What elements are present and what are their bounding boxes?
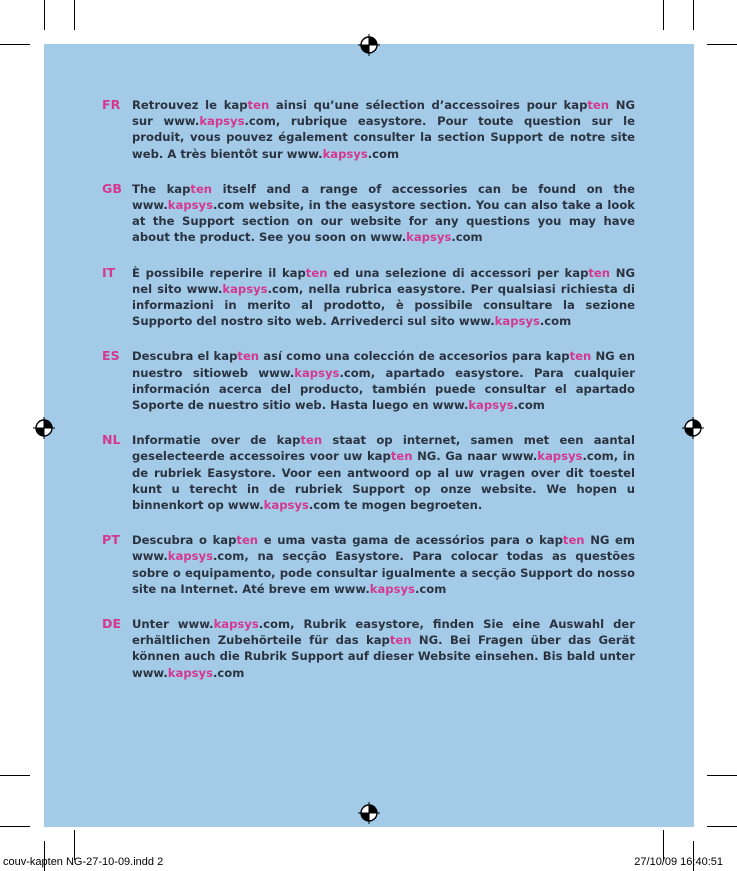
brand-highlight: kapsys [322,146,368,161]
text-segment: staat op internet, samen met een aantal geselecteerde accessoires voor uw kap [132,433,635,464]
section-nl [102,432,635,513]
crop-mark [44,0,45,30]
brand-highlight: ten [236,533,259,548]
brand-highlight: kapsys [537,449,583,464]
section-de [102,616,635,681]
text-segment: .com [539,314,572,329]
brand-highlight: ten [300,433,323,448]
section-fr [102,97,635,162]
language-code: NL [102,432,121,448]
brand-highlight: ten [247,98,270,112]
brand-highlight: ten [389,633,412,648]
registration-mark-icon [33,417,55,439]
section-gb [102,181,635,246]
text-segment: Descubra el kap [132,349,238,364]
brand-highlight: ten [569,349,592,364]
text-segment: .com, Rubrik easystore, finden Sie eine Auswahl der erhältlichen Zubehörteile für das kap [132,617,635,648]
text-segment: NG. Ga naar www. [412,449,538,464]
registration-mark-icon [358,802,380,824]
section-text [132,432,635,513]
crop-mark [663,0,664,30]
brand-highlight: kapsys [406,230,452,245]
text-segment: NG. Bei Fragen über das Gerät können auch die Rubrik Support auf dieser Website einsehen. Bis bald unter www. [132,633,635,680]
brand-highlight: ten [390,449,413,464]
brand-highlight: kapsys [468,398,514,413]
section-text [132,181,635,246]
brand-highlight: kapsys [294,365,340,380]
section-it [102,265,635,330]
crop-mark [707,826,737,827]
registration-mark-icon [682,417,704,439]
text-segment: e uma vasta gama de acessórios para o kap [258,533,563,548]
footer-timestamp: 27/10/09 16:40:51 [634,856,723,868]
text-segment: NG en nuestro sitioweb www. [132,349,635,380]
text-segment: È possibile reperire il kap [132,265,306,280]
text-segment: así como una colección de accesorios para kap [259,349,570,364]
section-text [132,616,635,681]
text-segment: itself and a range of accessories can be found on the www. [132,181,635,213]
section-text [132,532,635,597]
section-pt [102,532,635,597]
text-segment: .com, apartado easystore. Para cualquier información acerca del producto, también puede consultar el apartado Soporte de nuestro sitio web. Hasta luego en www. [132,365,635,413]
brand-highlight: kapsys [213,617,259,632]
crop-mark [707,44,737,45]
brand-highlight: kapsys [167,198,213,213]
brand-highlight: kapsys [167,665,213,680]
brand-highlight: kapsys [494,314,540,329]
section-text [132,97,635,162]
brand-highlight: kapsys [369,581,415,596]
text-segment: .com te mogen begroeten. [308,498,483,513]
text-segment: ainsi qu’une sélection d’accessoires pour kap [269,98,588,112]
brand-highlight: ten [562,533,585,548]
text-segment: .com, in de rubriek Easystore. Voor een antwoord op al uw vragen over dit toestel kunt u terecht in de rubriek Support op onze website. We hopen u binnenkort op www. [132,449,635,513]
text-segment: .com [213,665,245,680]
text-segment: Descubra o kap [132,533,237,548]
text-segment: .com [513,398,545,413]
text-segment: .com, rubrique easystore. Pour toute question sur le produit, vous pouvez également consulter la section Support de notre site web. A très bientôt sur www. [132,114,635,161]
brand-highlight: kapsys [167,549,213,564]
language-code: IT [102,264,116,280]
text-segment: Unter www. [132,617,214,632]
section-es [102,348,635,413]
text-segment: The kap [132,181,191,196]
crop-mark [0,44,30,45]
crop-mark [707,775,737,776]
text-segment: .com, na secção Easystore. Para colocar todas as questões sobre o equipamento, pode consultar igualmente a secção Support do nosso site na Internet. Até breve em www. [132,549,635,596]
crop-mark [0,826,30,827]
language-code: ES [102,348,120,364]
language-code: GB [102,180,122,196]
brand-highlight: ten [588,265,611,280]
text-segment: .com [414,581,447,596]
language-code: DE [102,616,122,632]
brand-highlight: ten [190,181,213,196]
section-text [132,348,635,413]
text-segment: Retrouvez le kap [132,98,248,112]
brand-highlight: kapsys [263,498,309,513]
text-segment: NG nel sito www. [132,265,635,296]
crop-mark [0,775,30,776]
text-segment: .com, nella rubrica easystore. Per qualsiasi richiesta di informazioni in merito al prodotto, è possibile consultare la sezione Supporto del nostro sito web. Arrivederci sul sito www. [132,281,636,329]
text-segment: NG em www. [132,533,635,564]
text-segment: Informatie over de kap [132,433,301,448]
registration-mark-icon [358,34,380,56]
language-code: FR [102,97,121,112]
brand-highlight: kapsys [222,281,268,296]
brand-highlight: ten [587,98,610,112]
crop-mark [693,0,694,30]
text-segment: .com [367,146,400,161]
brand-highlight: kapsys [199,114,245,129]
brand-highlight: ten [237,349,260,364]
language-sections [102,97,635,700]
text-segment: ed una selezione di accessori per kap [327,265,589,280]
section-text [132,265,635,330]
text-segment: .com website, in the easystore section. You can also take a look at the Support section on our website for any questions you may have about the product. See you soon on www. [132,198,635,245]
brand-highlight: ten [305,265,328,280]
footer-filename: couv-kapten NG-27-10-09.indd 2 [3,856,164,868]
language-code: PT [102,532,120,548]
crop-mark [74,0,75,30]
text-segment: NG sur www. [132,98,635,129]
text-segment: .com [451,230,483,245]
